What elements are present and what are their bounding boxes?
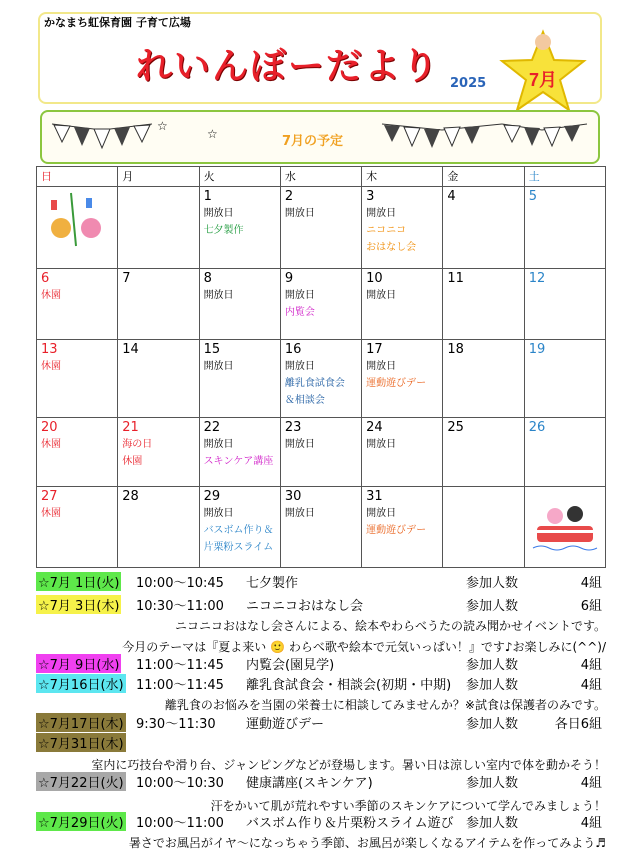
calendar-day-cell — [37, 187, 118, 269]
schedule-date-tag: ☆7月17日(木) — [36, 713, 126, 732]
schedule-event-name: 七夕製作 — [246, 576, 299, 591]
calendar-day-cell — [443, 340, 524, 418]
boat-animals-icon — [529, 488, 599, 558]
day-event: 開放日 — [284, 439, 315, 450]
schedule-event-name: ニコニコおはなし会 — [246, 599, 364, 614]
day-event: 開放日 — [203, 290, 234, 301]
day-number: 19 — [528, 342, 546, 357]
day-event: 開放日 — [284, 290, 315, 301]
weekday-mon: 月 — [118, 167, 199, 187]
day-event: 海の日 — [122, 439, 153, 450]
calendar-day-cell — [37, 487, 118, 568]
weekday-sun: 日 — [37, 167, 118, 187]
schedule-event-name: 離乳食試食会・相談会(初期・中期) — [246, 678, 452, 693]
day-number: 22 — [203, 420, 221, 435]
banner-title: 7月の予定 — [282, 134, 344, 149]
day-number: 11 — [447, 271, 464, 286]
schedule-time: 11:00～11:45 — [136, 658, 224, 673]
calendar-day-cell — [199, 340, 280, 418]
svg-text:☆: ☆ — [207, 127, 218, 141]
participant-label: 参加人数 — [466, 776, 519, 791]
schedule-time: 9:30～11:30 — [136, 717, 216, 732]
day-number: 27 — [41, 489, 58, 504]
calendar-day-cell — [524, 187, 605, 269]
day-event: 休園 — [41, 361, 61, 372]
day-number: 20 — [41, 420, 58, 435]
day-event: 休園 — [41, 439, 61, 450]
day-number: 6 — [41, 271, 50, 286]
participant-label: 参加人数 — [466, 658, 519, 673]
schedule-row — [36, 713, 606, 732]
day-number: 29 — [203, 489, 221, 504]
schedule-note: 汗をかいて肌が荒れやすい季節のスキンケアについて学んでみましょう！ — [210, 799, 606, 813]
day-number: 25 — [447, 420, 464, 435]
participant-count: 4組 — [580, 678, 602, 693]
schedule-time: 10:00～10:30 — [136, 776, 224, 791]
participant-label: 参加人数 — [466, 576, 519, 591]
schedule-event-name: 運動遊びデー — [246, 717, 325, 732]
day-number: 26 — [528, 420, 546, 435]
calendar-table — [36, 166, 606, 568]
day-event: 運動遊びデー — [366, 525, 427, 536]
calendar-day-cell — [199, 487, 280, 568]
participant-count: 6組 — [580, 599, 602, 614]
day-number: 18 — [447, 342, 464, 357]
calendar-day-cell — [362, 187, 443, 269]
schedule-date-tag: ☆7月22日(火) — [36, 772, 126, 791]
calendar-week-row — [37, 340, 606, 418]
calendar-day-cell — [362, 340, 443, 418]
schedule-note: 離乳食のお悩みを当園の栄養士に相談してみませんか？※試食は保護者のみです。 — [164, 698, 606, 712]
day-event: 運動遊びデー — [366, 378, 427, 389]
day-event: 開放日 — [366, 361, 397, 372]
day-number: 30 — [284, 489, 302, 504]
participant-label: 参加人数 — [466, 678, 519, 693]
calendar-week-row — [37, 187, 606, 269]
schedule-note: 今月のテーマは『夏よ来い 🙂 わらべ歌や絵本で元気いっぱい！』です♪お楽しみに(^^)/ — [122, 640, 606, 654]
newsletter-title: れいんぼーだより — [136, 46, 441, 87]
calendar-week-row — [37, 269, 606, 340]
day-number: 24 — [366, 420, 383, 435]
day-event: 開放日 — [284, 508, 315, 519]
day-number: 17 — [366, 342, 383, 357]
day-number: 12 — [528, 271, 546, 286]
calendar-week-row — [37, 487, 606, 568]
calendar-day-cell — [199, 269, 280, 340]
calendar-day-cell — [524, 418, 605, 487]
tanabata-animals-icon — [41, 188, 111, 248]
schedule-row — [36, 595, 606, 614]
calendar-week-row — [37, 418, 606, 487]
day-number: 16 — [284, 342, 302, 357]
schedule-date-tag: ☆7月 3日(木) — [36, 595, 121, 614]
schedule-row — [36, 572, 606, 591]
calendar-day-cell — [280, 340, 361, 418]
calendar-day-cell — [362, 487, 443, 568]
schedule-note: 暑さでお風呂がイヤ～になっちゃう季節、お風呂が楽しくなるアイテムを作ってみよう♬ — [128, 836, 606, 850]
day-number: 9 — [284, 271, 294, 286]
schedule-time: 10:00～10:45 — [136, 576, 224, 591]
star-badge-icon — [498, 28, 588, 114]
schedule-date-tag: ☆7月 1日(火) — [36, 572, 121, 591]
day-event: 休園 — [41, 290, 61, 301]
svg-text:☆: ☆ — [157, 119, 168, 133]
day-event: 開放日 — [366, 208, 397, 219]
day-event: 片栗粉スライム — [203, 542, 274, 553]
year-label: 2025 — [450, 76, 487, 91]
day-event: ＆相談会 — [284, 395, 325, 406]
day-number: 8 — [203, 271, 212, 286]
calendar-day-cell — [118, 187, 199, 269]
calendar-day-cell — [37, 418, 118, 487]
day-event: 開放日 — [284, 208, 315, 219]
day-event: ニコニコ — [366, 225, 407, 236]
participant-label: 参加人数 — [466, 717, 519, 732]
day-event: 開放日 — [203, 361, 234, 372]
calendar-day-cell — [524, 269, 605, 340]
calendar-day-cell — [199, 418, 280, 487]
calendar-day-cell — [280, 418, 361, 487]
calendar-day-cell — [362, 269, 443, 340]
day-number: 10 — [366, 271, 383, 286]
day-event: 七夕製作 — [203, 225, 244, 236]
day-number: 28 — [122, 489, 139, 504]
participant-count: 4組 — [580, 576, 602, 591]
calendar-day-cell — [199, 187, 280, 269]
weekday-thu: 木 — [362, 167, 443, 187]
calendar-day-cell — [443, 269, 524, 340]
day-event: 休園 — [122, 456, 143, 467]
day-number: 23 — [284, 420, 302, 435]
calendar-day-cell — [118, 487, 199, 568]
schedule-banner — [40, 110, 600, 164]
day-event: 開放日 — [366, 439, 397, 450]
calendar-day-cell — [118, 340, 199, 418]
day-event: 開放日 — [203, 439, 234, 450]
weekday-tue: 火 — [199, 167, 280, 187]
participant-count: 4組 — [580, 776, 602, 791]
weekday-header-row — [37, 167, 606, 187]
schedule-event-name: 健康講座(スキンケア) — [246, 776, 373, 791]
day-number: 1 — [203, 189, 212, 204]
schedule-time: 11:00～11:45 — [136, 678, 224, 693]
schedule-note: 室内に巧技台や滑り台、ジャンピングなどが登場します。暑い日は涼しい室内で体を動かそう！ — [91, 758, 606, 772]
day-number: 3 — [366, 189, 375, 204]
schedule-time: 10:00～11:00 — [136, 816, 224, 831]
day-event: 内覧会 — [284, 307, 315, 318]
schedule-row — [36, 654, 606, 673]
calendar-day-cell — [37, 340, 118, 418]
day-event: バスボム作り＆ — [203, 525, 274, 536]
weekday-wed: 水 — [280, 167, 361, 187]
day-event: 開放日 — [366, 290, 397, 301]
day-event: スキンケア講座 — [203, 456, 274, 467]
schedule-date-tag: ☆7月16日(水) — [36, 674, 126, 693]
schedule-row — [36, 674, 606, 693]
day-number: 13 — [41, 342, 58, 357]
day-number: 31 — [366, 489, 383, 504]
schedule-note: ニコニコおはなし会さんによる、絵本やわらべうたの読み聞かせイベントです。 — [174, 619, 606, 633]
calendar-day-cell — [118, 418, 199, 487]
schedule-row — [36, 812, 606, 831]
calendar-day-cell — [37, 269, 118, 340]
day-event: 開放日 — [366, 508, 397, 519]
schedule-event-name: バスボム作り＆片栗粉スライム遊び — [246, 816, 454, 831]
day-event: おはなし会 — [366, 242, 417, 253]
schedule-row — [36, 733, 606, 752]
weekday-sat: 土 — [524, 167, 605, 187]
day-event: 開放日 — [284, 361, 315, 372]
day-event: 開放日 — [203, 508, 234, 519]
calendar-day-cell — [524, 340, 605, 418]
calendar-day-cell — [280, 487, 361, 568]
calendar-day-cell — [280, 187, 361, 269]
calendar-day-cell — [280, 269, 361, 340]
organization-name: かなまち虹保育園 子育て広場 — [44, 16, 191, 29]
schedule-date-tag: ☆7月29日(火) — [36, 812, 126, 831]
schedule-time: 10:30～11:00 — [136, 599, 224, 614]
calendar-day-cell — [443, 187, 524, 269]
schedule-row — [36, 772, 606, 791]
participant-count: 各日6組 — [554, 717, 602, 732]
calendar-day-cell — [362, 418, 443, 487]
day-event: 休園 — [41, 508, 61, 519]
participant-count: 4組 — [580, 816, 602, 831]
calendar-day-cell — [118, 269, 199, 340]
participant-label: 参加人数 — [466, 599, 519, 614]
calendar-day-cell — [443, 418, 524, 487]
calendar-day-cell — [524, 487, 605, 568]
month-badge: 7月 — [528, 70, 558, 90]
day-number: 7 — [122, 271, 131, 286]
day-number: 14 — [122, 342, 139, 357]
day-number: 15 — [203, 342, 221, 357]
day-number: 21 — [122, 420, 139, 435]
day-event: 開放日 — [203, 208, 234, 219]
day-event: 離乳食試食会 — [284, 378, 345, 389]
calendar-day-cell — [443, 487, 524, 568]
weekday-fri: 金 — [443, 167, 524, 187]
schedule-date-tag: ☆7月 9日(水) — [36, 654, 121, 673]
schedule-date-tag: ☆7月31日(木) — [36, 733, 126, 752]
day-number: 4 — [447, 189, 456, 204]
participant-label: 参加人数 — [466, 816, 519, 831]
day-number: 2 — [284, 189, 294, 204]
schedule-event-name: 内覧会(園見学) — [246, 658, 335, 673]
participant-count: 4組 — [580, 658, 602, 673]
day-number: 5 — [528, 189, 537, 204]
